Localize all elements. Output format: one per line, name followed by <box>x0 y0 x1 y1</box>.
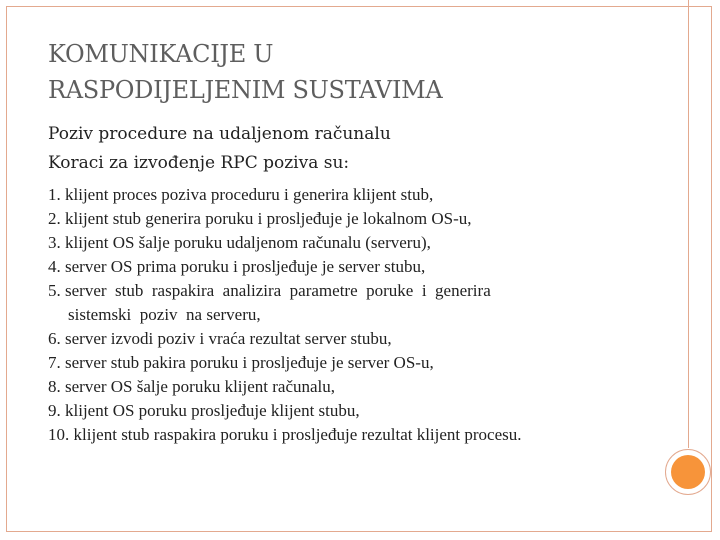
step-number: 9. <box>48 401 61 420</box>
step-text: server stub pakira poruku i prosljeđuje je server OS-u, <box>60 353 434 372</box>
subtitle-steps-intro: Koraci za izvođenje RPC poziva su: <box>48 153 350 173</box>
step-number: 3. <box>48 233 61 252</box>
subtitle-rpc: Poziv procedure na udaljenom računalu <box>48 124 391 144</box>
step-text: server izvodi poziv i vraća rezultat server stubu, <box>60 329 392 348</box>
slide-title <box>48 36 668 108</box>
step-text-continuation: sistemski poziv na serveru, <box>68 305 261 324</box>
step-text: klijent stub generira poruku i prosljeđuje je lokalnom OS-u, <box>60 209 472 228</box>
decorative-orange-circle <box>671 455 705 489</box>
list-item <box>48 279 678 327</box>
step-text: server OS šalje poruku klijent računalu, <box>60 377 336 396</box>
step-number: 10. <box>48 425 70 444</box>
step-number: 4. <box>48 257 61 276</box>
step-text: klijent OS poruku prosljeđuje klijent stubu, <box>60 401 360 420</box>
step-text: server OS prima poruku i prosljeđuje je server stubu, <box>60 257 426 276</box>
step-number: 2. <box>48 209 61 228</box>
step-text: klijent proces poziva proceduru i generira klijent stub, <box>60 185 434 204</box>
list-item <box>48 351 678 375</box>
list-item <box>48 255 678 279</box>
list-item <box>48 327 678 351</box>
list-item <box>48 183 678 207</box>
slide-title-line-2: RASPODIJELJENIM SUSTAVIMA <box>48 76 443 104</box>
step-text: klijent stub raspakira poruku i prosljeđuje rezultat klijent procesu. <box>69 425 522 444</box>
step-text: server stub raspakira analizira parametre poruke i generira <box>60 281 491 300</box>
list-item <box>48 375 678 399</box>
step-number: 1. <box>48 185 61 204</box>
step-number: 6. <box>48 329 61 348</box>
slide-title-line-1: KOMUNIKACIJE U <box>48 40 274 68</box>
step-number: 8. <box>48 377 61 396</box>
decorative-vertical-line <box>688 0 689 448</box>
list-item <box>48 231 678 255</box>
list-item <box>48 207 678 231</box>
list-item <box>48 399 678 423</box>
step-number: 5. <box>48 281 61 300</box>
steps-list <box>48 183 678 447</box>
step-number: 7. <box>48 353 61 372</box>
step-text: klijent OS šalje poruku udaljenom računalu (serveru), <box>60 233 431 252</box>
list-item <box>48 423 678 447</box>
